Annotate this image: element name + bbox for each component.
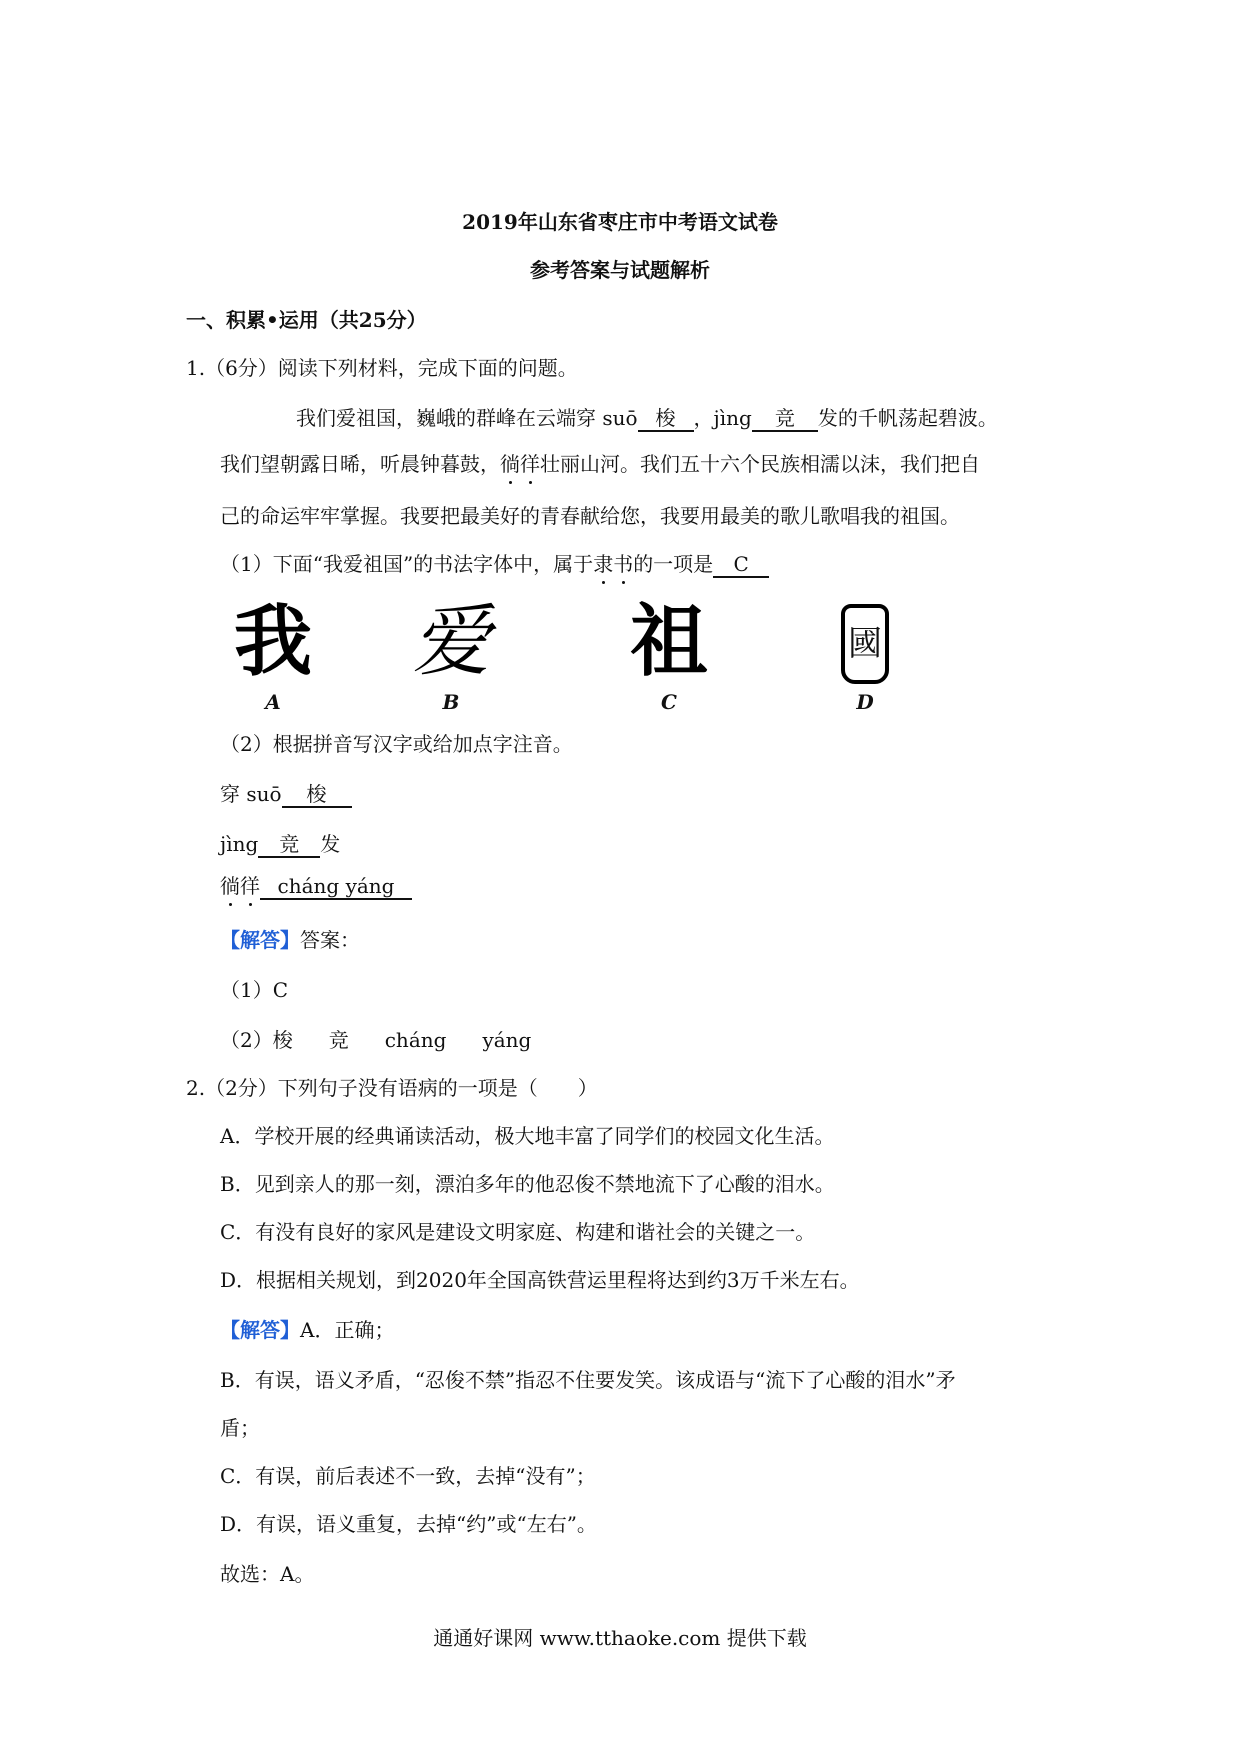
calligraphy-glyph: 祖	[629, 597, 708, 687]
dotted-char: 徉	[240, 874, 260, 898]
q2-explain-b-cont: 盾；	[220, 1416, 260, 1440]
q1-sub1	[220, 550, 769, 578]
q2-option-c: C．有没有良好的家风是建设文明家庭、构建和谐社会的关键之一。	[220, 1220, 816, 1244]
q2-option-b: B．见到亲人的那一刻，漂泊多年的他忍俊不禁地流下了心酸的泪水。	[220, 1172, 835, 1196]
calligraphy-option-a	[228, 597, 318, 720]
passage-text: 我们望朝露日晞，听晨钟暮鼓，	[220, 452, 500, 476]
dotted-char: 徜	[220, 874, 240, 898]
option-letter: A	[265, 690, 281, 714]
calligraphy-glyph: 我	[233, 597, 312, 687]
answer-blank: 竞	[258, 832, 320, 858]
q1-passage-line3: 己的命运牢牢掌握。我要把最美好的青春献给您，我要用最美的歌儿歌唱我的祖国。	[220, 504, 960, 528]
q2-choice: 故选：A。	[220, 1562, 315, 1586]
q2-explain-b: B．有误，语义矛盾，“忍俊不禁”指忍不住要发笑。该成语与“流下了心酸的泪水”矛	[220, 1368, 956, 1392]
page-subtitle: 参考答案与试题解析	[530, 258, 710, 282]
calligraphy-options	[228, 597, 928, 720]
dotted-char: 徉	[520, 452, 540, 476]
question-text: （1）下面“我爱祖国”的书法字体中，属于	[220, 552, 594, 576]
answer-label: 穿 suō	[220, 782, 282, 806]
answer-blank: 梭	[282, 782, 352, 808]
passage-text: 壮丽山河。我们五十六个民族相濡以沫，我们把自	[540, 452, 980, 476]
section-heading: 一、积累•运用（共25分）	[186, 308, 427, 332]
q2-explain-c: C．有误，前后表述不一致，去掉“没有”；	[220, 1464, 596, 1488]
calligraphy-glyph: 國	[841, 604, 889, 684]
q1-answer-line1	[220, 780, 352, 808]
page-title: 2019年山东省枣庄市中考语文试卷	[462, 210, 778, 234]
passage-text: 发的千帆荡起碧波。	[817, 406, 998, 430]
question-text: 的一项是	[633, 552, 714, 576]
solution-text: （2）梭	[220, 1028, 293, 1052]
q1-solution-1: （1）C	[220, 978, 289, 1002]
solution-text: cháng	[384, 1028, 447, 1052]
q2-option-d: D．根据相关规划，到2020年全国高铁营运里程将达到约3万千米左右。	[220, 1268, 860, 1292]
solution-text: 竞	[328, 1028, 349, 1052]
option-letter: B	[442, 690, 460, 714]
calligraphy-option-c	[624, 597, 714, 720]
dotted-char: 徜	[500, 452, 520, 476]
q2-option-a: A．学校开展的经典诵读活动，极大地丰富了同学们的校园文化生活。	[220, 1124, 835, 1148]
solution-text: A．正确；	[300, 1318, 395, 1342]
answer-label: 发	[320, 832, 341, 856]
solution-tag: 【解答】	[220, 1318, 300, 1342]
q2-explain-d: D．有误，语义重复，去掉“约”或“左右”。	[220, 1512, 597, 1536]
calligraphy-glyph: 爱	[411, 597, 490, 687]
q2-stem: 2.（2分）下列句子没有语病的一项是（ ）	[186, 1076, 598, 1100]
q1-sub2: （2）根据拼音写汉字或给加点字注音。	[220, 732, 573, 756]
dotted-char: 隶	[593, 552, 614, 576]
calligraphy-option-d	[820, 600, 910, 720]
q1-passage-line2	[220, 450, 980, 478]
answer-blank: cháng yáng	[260, 874, 412, 900]
q1-passage-line1	[296, 404, 998, 432]
q1-solution-2	[220, 1026, 531, 1054]
solution-text: 答案：	[300, 928, 360, 952]
option-letter: D	[856, 690, 874, 714]
dotted-char: 书	[613, 552, 634, 576]
page-footer: 通通好课网 www.tthaoke.com 提供下载	[433, 1626, 807, 1650]
option-letter: C	[661, 690, 677, 714]
solution-tag: 【解答】	[220, 928, 300, 952]
passage-text: 我们爱祖国，巍峨的群峰在云端穿 suō	[296, 406, 638, 430]
q1-solution-heading	[220, 926, 360, 954]
calligraphy-option-b	[406, 597, 496, 720]
answer-blank: 竞	[752, 406, 818, 432]
q2-solution-heading	[220, 1316, 394, 1344]
answer-label: jìng	[220, 832, 259, 856]
q1-answer-line3	[220, 872, 412, 900]
answer-blank: C	[713, 552, 769, 578]
solution-text: yáng	[482, 1028, 532, 1052]
passage-text: ，jìng	[693, 406, 752, 430]
q1-answer-line2	[220, 830, 340, 858]
answer-blank: 梭	[638, 406, 694, 432]
q1-stem: 1.（6分）阅读下列材料，完成下面的问题。	[186, 356, 578, 380]
